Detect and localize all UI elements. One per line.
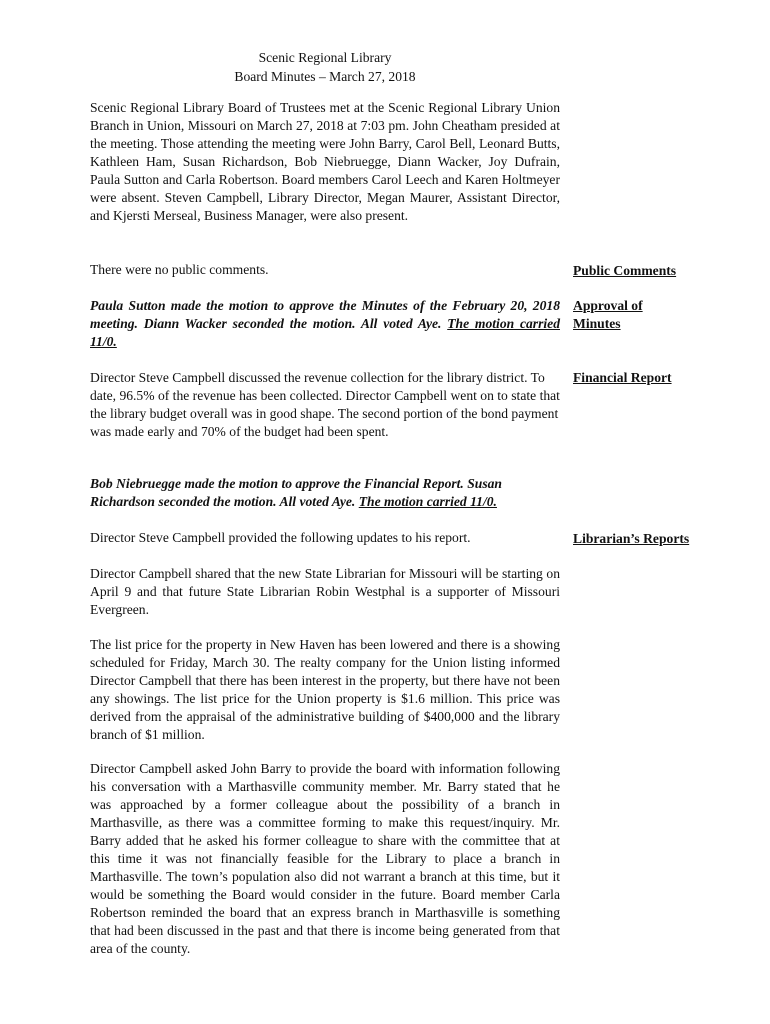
document-header xyxy=(90,48,560,86)
side-heading-financial-report: Financial Report xyxy=(573,370,672,385)
minutes-motion-paragraph xyxy=(90,297,560,351)
side-heading-librarians-reports: Librarian’s Reports xyxy=(573,531,690,546)
side-heading-approval-line1: Approval of xyxy=(573,298,643,313)
financial-paragraph: Director Steve Campbell discussed the revenue collection for the library district. To date, 96.5% of the revenue has been collected. Director Campbell went on to state that the library budget overall was in good shape. The second portion of the bond payment was made early and 70% of the budget had been spent. xyxy=(90,370,560,439)
document-title: Scenic Regional Library xyxy=(258,50,392,65)
public-comments-paragraph: There were no public comments. xyxy=(90,262,269,277)
financial-motion-text: Bob Niebruegge made the motion to approve the Financial Report. Susan Richardson seconded the motion. All voted Aye. xyxy=(90,476,502,509)
financial-motion-carried: The motion carried 11/0. xyxy=(358,494,497,509)
updates-intro-paragraph: Director Steve Campbell provided the following updates to his report. xyxy=(90,530,471,545)
minutes-motion-carried: The motion carried 11/0. xyxy=(90,316,560,349)
state-librarian-paragraph: Director Campbell shared that the new State Librarian for Missouri will be starting on April 9 and that future State Librarian Robin Westphal is a supporter of Missouri Evergreen. xyxy=(90,566,560,617)
minutes-motion-text: Paula Sutton made the motion to approve the Minutes of the February 20, 2018 meeting. Diann Wacker seconded the motion. All voted Aye. xyxy=(90,298,560,331)
intro-paragraph: Scenic Regional Library Board of Trustees met at the Scenic Regional Library Union Branch in Union, Missouri on March 27, 2018 at 7:03 pm. John Cheatham presided at the meeting. Those attending the meeting were John Barry, Carol Bell, Leonard Butts, Kathleen Ham, Susan Richardson, Bob Niebruegge, Diann Wacker, Joy Dufrain, Paula Sutton and Carla Robertson. Board members Carol Leech and Karen Holtmeyer were absent. Steven Campbell, Library Director, Megan Maurer, Assistant Director, and Kjersti Merseal, Business Manager, were also present. xyxy=(90,100,560,223)
side-heading-approval-line2: Minutes xyxy=(573,316,621,331)
side-heading-approval-of-minutes xyxy=(573,297,763,333)
financial-motion-paragraph xyxy=(90,475,560,511)
marthasville-paragraph: Director Campbell asked John Barry to provide the board with information following his conversation with a Marthasville community member. Mr. Barry stated that he was approached by a former colleague about the possibility of a branch in Marthasville, as there was a committee forming to make this request/inquiry. Mr. Barry added that he asked his former colleague to share with the committee that at this time it was not financially feasible for the Library to place a branch in Marthasville. The town’s population also did not warrant a branch at this time, but it would be something the Board would consider in the future. Board member Carla Robertson reminded the board that an express branch in Marthasville is something that had been discussed in the past and that there is income being generated from that area of the county. xyxy=(90,761,560,956)
document-subtitle: Board Minutes – March 27, 2018 xyxy=(234,69,416,84)
property-paragraph: The list price for the property in New Haven has been lowered and there is a showing scheduled for Friday, March 30. The realty company for the Union listing informed Director Campbell that there has been interest in the property, but there have not been any showings. The list price for the Union property is $1.6 million. This price was derived from the appraisal of the administrative building of $400,000 and the library branch of $1 million. xyxy=(90,637,560,742)
side-heading-public-comments: Public Comments xyxy=(573,263,677,278)
